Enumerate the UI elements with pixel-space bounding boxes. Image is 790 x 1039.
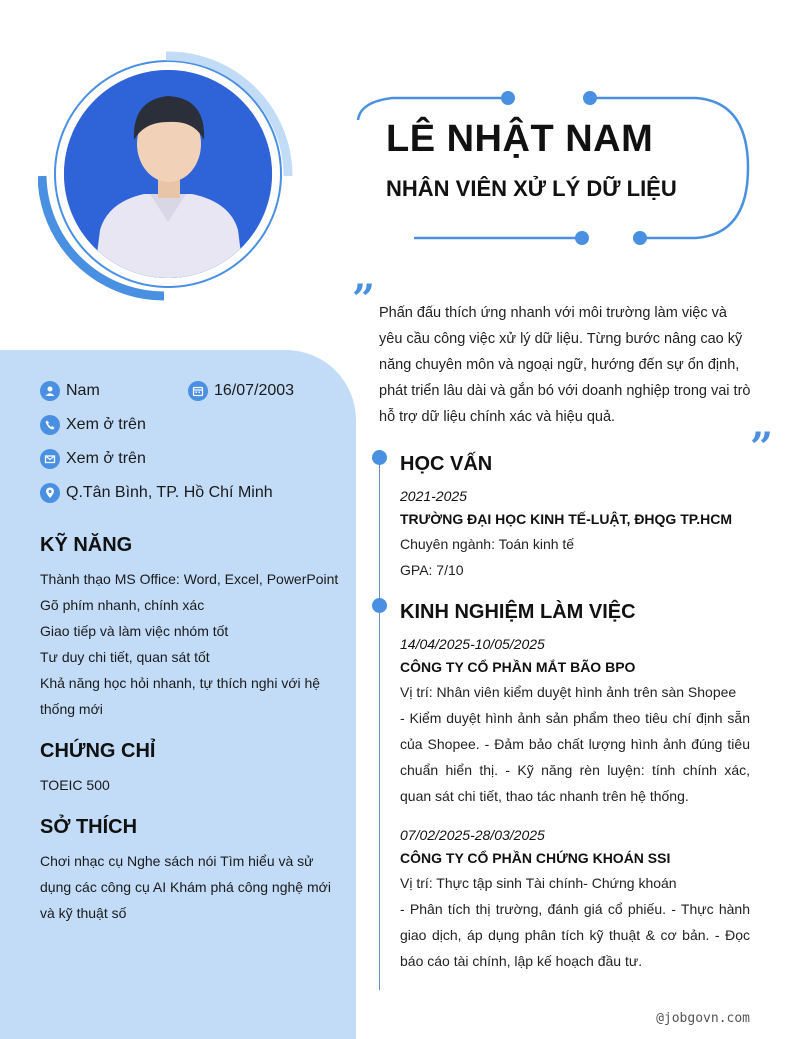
gender-row (40, 381, 100, 401)
close-quote-icon: ” (750, 424, 774, 471)
calendar-icon (188, 381, 208, 401)
education-gpa: GPA: 7/10 (400, 562, 464, 578)
experience-title: KINH NGHIỆM LÀM VIỆC (400, 601, 636, 623)
address-row (40, 483, 273, 503)
education-period: 2021-2025 (400, 488, 467, 504)
watermark: @jobgovn.com (656, 1011, 750, 1026)
job-position: Vị trí: Thực tập sinh Tài chính- Chứng khoán (400, 875, 677, 891)
birthdate-value: 16/07/2003 (214, 382, 295, 399)
skills-list (40, 566, 340, 722)
job-period: 07/02/2025-28/03/2025 (400, 827, 545, 843)
skills-title: KỸ NĂNG (40, 534, 133, 556)
job-description: - Phân tích thị trường, đánh giá cổ phiếu. - Thực hành giao dịch, áp dụng phân tích kỹ thuật & cơ bản. - Đọc báo cáo tài chính, lập kế hoạch đầu tư. (400, 901, 750, 969)
certificates-title: CHỨNG CHỈ (40, 740, 156, 762)
email-value: Xem ở trên (66, 450, 146, 467)
skill-item: Giao tiếp và làm việc nhóm tốt (40, 623, 229, 639)
avatar (38, 48, 294, 304)
skill-item: Tư duy chi tiết, quan sát tốt (40, 649, 210, 665)
job-description: - Kiểm duyệt hình ảnh sản phẩm theo tiêu chí định sẵn của Shopee. - Đảm bảo chất lượng hình ảnh đúng tiêu chuẩn hiển thị. - Kỹ năng rèn luyện: tính chính xác, quan sát chi tiết, thao tác nhanh trên hệ thống. (400, 710, 750, 804)
phone-icon (40, 415, 60, 435)
gender-value: Nam (66, 382, 100, 399)
hobbies-text: Chơi nhạc cụ Nghe sách nói Tìm hiểu và sử dụng các công cụ AI Khám phá công nghệ mới và kỹ thuật số (40, 853, 331, 921)
timeline-line (379, 458, 380, 990)
timeline-dot (372, 450, 387, 465)
certificates-list (40, 772, 340, 798)
location-pin-icon (40, 483, 60, 503)
email-row (40, 449, 146, 469)
name-frame-decoration (352, 88, 754, 248)
education-title: HỌC VẤN (400, 453, 493, 475)
phone-row (40, 415, 146, 435)
phone-value: Xem ở trên (66, 416, 146, 433)
address-value: Q.Tân Bình, TP. Hồ Chí Minh (66, 484, 273, 501)
email-icon (40, 449, 60, 469)
open-quote-icon: ” (352, 276, 376, 323)
user-icon (40, 381, 60, 401)
career-summary: Phấn đấu thích ứng nhanh với môi trường làm việc và yêu cầu công việc xử lý dữ liệu. Từng bước nâng cao kỹ năng chuyên môn và ngoại ngữ, hướng đến sự ổn định, phát triển lâu dài và gắn bó với doanh nghiệp trong vai trò hỗ trợ dữ liệu chính xác và hiệu quả. (379, 305, 751, 425)
skill-item: Khả năng học hỏi nhanh, tự thích nghi với hệ thống mới (40, 675, 321, 717)
birthdate-row (188, 381, 294, 401)
job-period: 14/04/2025-10/05/2025 (400, 636, 545, 652)
profile-photo (64, 70, 272, 278)
job-title: NHÂN VIÊN XỬ LÝ DỮ LIỆU (386, 176, 677, 201)
hobbies-title: SỞ THÍCH (40, 816, 138, 838)
skill-item: Thành thạo MS Office: Word, Excel, PowerPoint (40, 571, 339, 587)
skill-item: Gõ phím nhanh, chính xác (40, 597, 205, 613)
person-illustration (64, 70, 272, 278)
job-company: CÔNG TY CỔ PHẦN MẮT BÃO BPO (400, 659, 636, 675)
full-name: LÊ NHẬT NAM (386, 118, 654, 160)
job-position: Vị trí: Nhân viên kiểm duyệt hình ảnh trên sàn Shopee (400, 684, 737, 700)
education-school: TRƯỜNG ĐẠI HỌC KINH TẾ-LUẬT, ĐHQG TP.HCM (400, 511, 733, 527)
timeline-dot (372, 598, 387, 613)
job-company: CÔNG TY CỔ PHẦN CHỨNG KHOÁN SSI (400, 850, 671, 866)
education-major: Chuyên ngành: Toán kinh tế (400, 536, 575, 552)
certificate-item: TOEIC 500 (40, 777, 110, 793)
